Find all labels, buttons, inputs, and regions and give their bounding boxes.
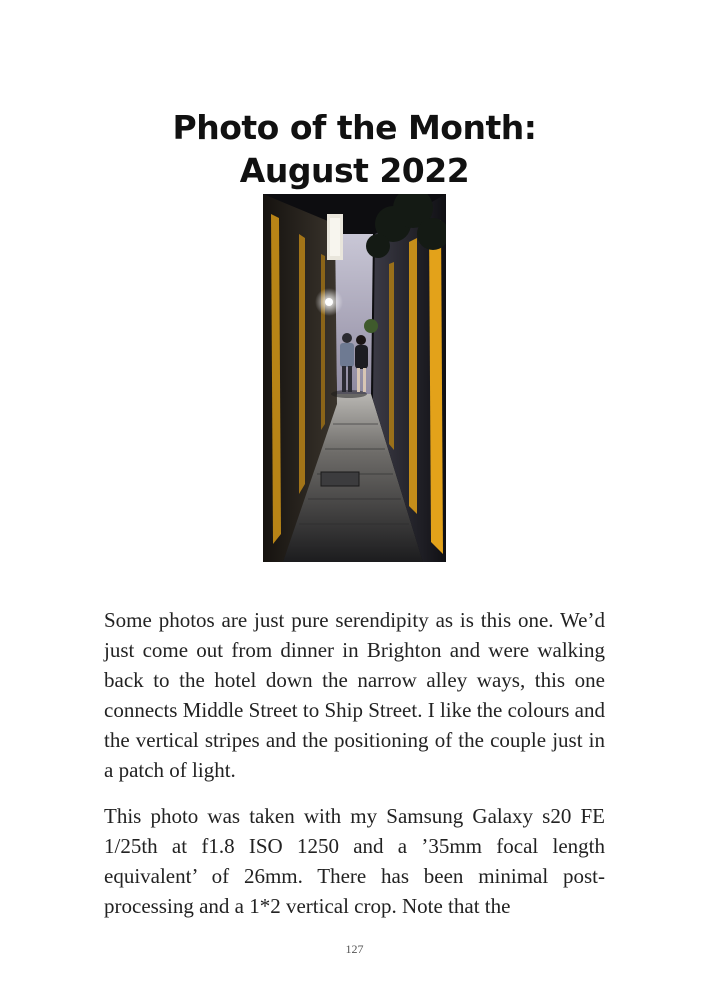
title-line-2: August 2022 [239, 151, 470, 191]
page-number: 127 [345, 942, 364, 956]
page-title [0, 106, 709, 192]
paragraph-2: This photo was taken with my Samsung Galaxy s20 FE 1/25th at f1.8 ISO 1250 and a ’35mm focal length equivalent’ of 26mm. There has been minimal post-processing and a 1*2 vertical crop. Note that the [104, 804, 605, 918]
title-line-1: Photo of the Month: [172, 108, 537, 148]
alley-photo [263, 194, 446, 562]
body-text [104, 605, 605, 937]
paragraph-1: Some photos are just pure serendipity as is this one. We’d just come out from dinner in Brighton and were walking back to the hotel down the narrow alley ways, this one connects Middle Street to Ship Street. I like the colours and the vertical stripes and the positioning of the couple just in a patch of light. [104, 608, 605, 782]
